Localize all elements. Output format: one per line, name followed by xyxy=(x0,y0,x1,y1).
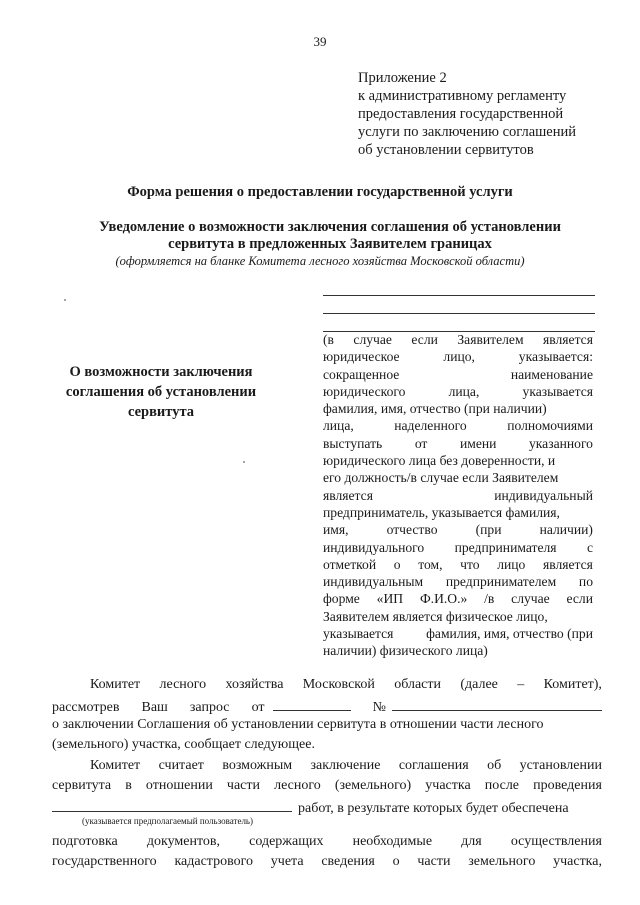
addressee-word: фамилия, имя, отчество (при наличии) xyxy=(323,401,547,417)
body-word: части xyxy=(417,854,451,869)
body-word: содержащих xyxy=(249,834,324,849)
addressee-word: (в xyxy=(323,332,334,347)
body-word: подготовка xyxy=(52,834,118,849)
addressee-word: по xyxy=(578,574,593,590)
addressee-word: имени xyxy=(459,435,497,451)
addressee-word: наличии) xyxy=(539,522,593,538)
addressee-line xyxy=(323,435,593,452)
user-field-hint: (указывается предполагаемый пользователь) xyxy=(82,816,254,826)
addressee-word: Заявителем xyxy=(457,332,524,347)
body-paragraph-2 xyxy=(52,758,602,826)
body-word: рассмотрев xyxy=(52,700,120,715)
form-title: Форма решения о предоставлении государственной услуги xyxy=(127,184,513,200)
body-line xyxy=(52,834,602,854)
address-blank-line xyxy=(323,295,595,296)
addressee-word: юридическое xyxy=(323,349,400,365)
addressee-word: выступать xyxy=(323,435,383,451)
request-number-field[interactable] xyxy=(392,697,602,711)
body-paragraph-3 xyxy=(52,834,602,874)
appendix-line: к административному регламенту xyxy=(358,88,567,104)
addressee-word: наименование xyxy=(510,366,593,382)
body-line-tail: работ, в результате которых будет обеспечена xyxy=(298,801,569,816)
addressee-word: (при xyxy=(475,522,502,538)
body-word: сервитута xyxy=(52,778,112,793)
addressee-word: Заявителем является физическое лицо, xyxy=(323,608,548,624)
body-line xyxy=(52,758,602,778)
body-word: после xyxy=(484,778,520,793)
addressee-word: Ф.И.О.» xyxy=(419,591,468,607)
body-word: отношении xyxy=(145,778,213,793)
subject-heading xyxy=(46,362,276,422)
addressee-word: указывается: xyxy=(518,349,593,365)
addressee-word: что xyxy=(460,556,480,572)
body-word: необходимые xyxy=(352,834,433,849)
addressee-line xyxy=(323,383,593,400)
body-word: об xyxy=(487,758,502,773)
addressee-word: имя, xyxy=(323,522,349,538)
body-line xyxy=(52,778,602,798)
subject-line: соглашения об установлении xyxy=(65,384,257,400)
body-line: (земельного) участка, сообщает следующее. xyxy=(52,737,315,752)
body-word: хозяйства xyxy=(225,677,284,692)
addressee-line xyxy=(323,590,593,607)
body-word: – xyxy=(517,677,525,692)
addressee-word: о xyxy=(393,556,401,572)
addressee-word: его должность/в случае если Заявителем xyxy=(323,470,559,486)
addressee-word: лица, xyxy=(448,383,480,399)
addressee-word: если xyxy=(411,332,438,347)
body-word: Московской xyxy=(302,677,375,692)
body-word: в xyxy=(125,778,132,793)
addressee-word: индивидуальным xyxy=(323,574,424,590)
addressee-word: отчество xyxy=(386,522,438,538)
date-field[interactable] xyxy=(273,697,351,711)
addressee-line xyxy=(323,521,593,538)
body-word: (далее xyxy=(460,677,498,692)
body-word: Ваш xyxy=(141,700,168,715)
addressee-line xyxy=(323,417,593,434)
body-word: возможным xyxy=(222,758,293,773)
notice-title xyxy=(60,219,600,253)
body-line xyxy=(52,854,602,874)
body-word: Комитет), xyxy=(543,677,602,692)
body-line: о заключении Соглашения об установлении сервитута в отношении части лесного xyxy=(52,717,544,732)
body-word: сведения xyxy=(321,854,375,869)
address-blank-line xyxy=(323,313,595,314)
addressee-block xyxy=(323,331,593,660)
body-line xyxy=(52,697,602,717)
addressee-word: фамилия, имя, отчество (при xyxy=(426,626,593,642)
addressee-word: случае xyxy=(511,591,550,607)
body-word: запрос xyxy=(189,700,230,715)
addressee-line xyxy=(323,469,593,486)
user-field[interactable] xyxy=(52,798,292,812)
addressee-line xyxy=(323,504,593,521)
body-word: Комитет xyxy=(90,758,141,773)
addressee-word: «ИП xyxy=(376,591,404,607)
addressee-word: предпринимателя xyxy=(454,539,557,555)
addressee-word: полномочиями xyxy=(507,418,593,434)
appendix-line: Приложение 2 xyxy=(358,70,447,86)
notice-subtitle: (оформляется на бланке Комитета лесного хозяйства Московской области) xyxy=(115,254,525,268)
body-word: № xyxy=(372,700,386,715)
body-word: от xyxy=(251,700,265,715)
body-word: лесного xyxy=(274,778,321,793)
body-word: соглашения xyxy=(398,758,469,773)
scan-speck xyxy=(243,461,245,463)
body-word: участка xyxy=(425,778,471,793)
body-word: для xyxy=(461,834,482,849)
addressee-line xyxy=(323,487,593,504)
addressee-word: лицо, xyxy=(443,349,475,365)
body-word: заключение xyxy=(310,758,381,773)
addressee-line xyxy=(323,452,593,469)
body-word: лесного xyxy=(159,677,207,692)
addressee-word: является xyxy=(543,332,593,347)
notice-title-line: Уведомление о возможности заключения соглашения об установлении xyxy=(99,219,561,235)
addressee-word: лицо xyxy=(497,556,526,572)
appendix-line: предоставления государственной xyxy=(358,106,564,122)
body-word: земельного xyxy=(468,854,536,869)
appendix-note xyxy=(358,69,628,159)
body-word: кадастрового xyxy=(174,854,254,869)
body-word: области xyxy=(394,677,442,692)
body-word: государственного xyxy=(52,854,157,869)
addressee-word: /в xyxy=(484,591,495,607)
addressee-word: случае xyxy=(353,332,392,347)
notice-title-line: сервитута в предложенных Заявителем границах xyxy=(168,236,492,252)
addressee-line xyxy=(323,331,593,348)
body-word: учета xyxy=(270,854,304,869)
addressee-line xyxy=(323,556,593,573)
addressee-line xyxy=(323,348,593,365)
addressee-word: является xyxy=(542,556,593,572)
body-word: о xyxy=(392,854,400,869)
addressee-word: указывается xyxy=(323,626,394,642)
body-word: установлении xyxy=(519,758,602,773)
addressee-word: с xyxy=(586,539,593,555)
addressee-line: наличии) физического лица) xyxy=(323,643,488,659)
addressee-word: форме xyxy=(323,591,360,607)
addressee-word: предприниматель, указывается фамилия, xyxy=(323,504,560,520)
body-word: осуществления xyxy=(510,834,602,849)
scan-speck xyxy=(64,299,66,301)
date-group xyxy=(252,697,351,716)
addressee-word: сокращенное xyxy=(323,366,400,382)
addressee-word: указывается xyxy=(522,383,593,399)
addressee-line xyxy=(323,400,593,417)
addressee-line xyxy=(323,539,593,556)
body-paragraph-1 xyxy=(52,677,602,757)
addressee-word: предпринимателем xyxy=(445,574,557,590)
addressee-line xyxy=(323,366,593,383)
addressee-line xyxy=(323,608,593,625)
addressee-word: индивидуальный xyxy=(494,487,593,503)
subject-line: сервитута xyxy=(127,404,195,420)
addressee-word: юридического xyxy=(323,383,406,399)
addressee-word: юридического лица без доверенности, и xyxy=(323,453,556,469)
body-word: (земельного) xyxy=(334,778,412,793)
appendix-line: услуги по заключению соглашений xyxy=(358,124,577,140)
addressee-word: указанного xyxy=(528,435,593,451)
addressee-word: наделенного xyxy=(394,418,467,434)
body-line xyxy=(52,798,602,818)
addressee-word: том, xyxy=(418,556,443,572)
page-number: 39 xyxy=(313,34,327,49)
appendix-line: об установлении сервитутов xyxy=(358,142,534,158)
body-word: участка, xyxy=(553,854,602,869)
body-word: документов, xyxy=(146,834,221,849)
addressee-word: лица, xyxy=(323,418,354,434)
addressee-word: от xyxy=(414,435,428,451)
addressee-line xyxy=(323,625,593,642)
body-word: проведения xyxy=(533,778,602,793)
body-word: части xyxy=(226,778,260,793)
addressee-word: является xyxy=(323,487,373,503)
subject-line: О возможности заключения xyxy=(69,364,253,380)
body-line xyxy=(52,677,602,697)
body-word: Комитет xyxy=(90,677,141,692)
addressee-line xyxy=(323,573,593,590)
number-group xyxy=(373,697,602,716)
addressee-word: индивидуального xyxy=(323,539,425,555)
body-word: считает xyxy=(158,758,204,773)
addressee-word: отметкой xyxy=(323,556,377,572)
addressee-word: если xyxy=(566,591,593,607)
